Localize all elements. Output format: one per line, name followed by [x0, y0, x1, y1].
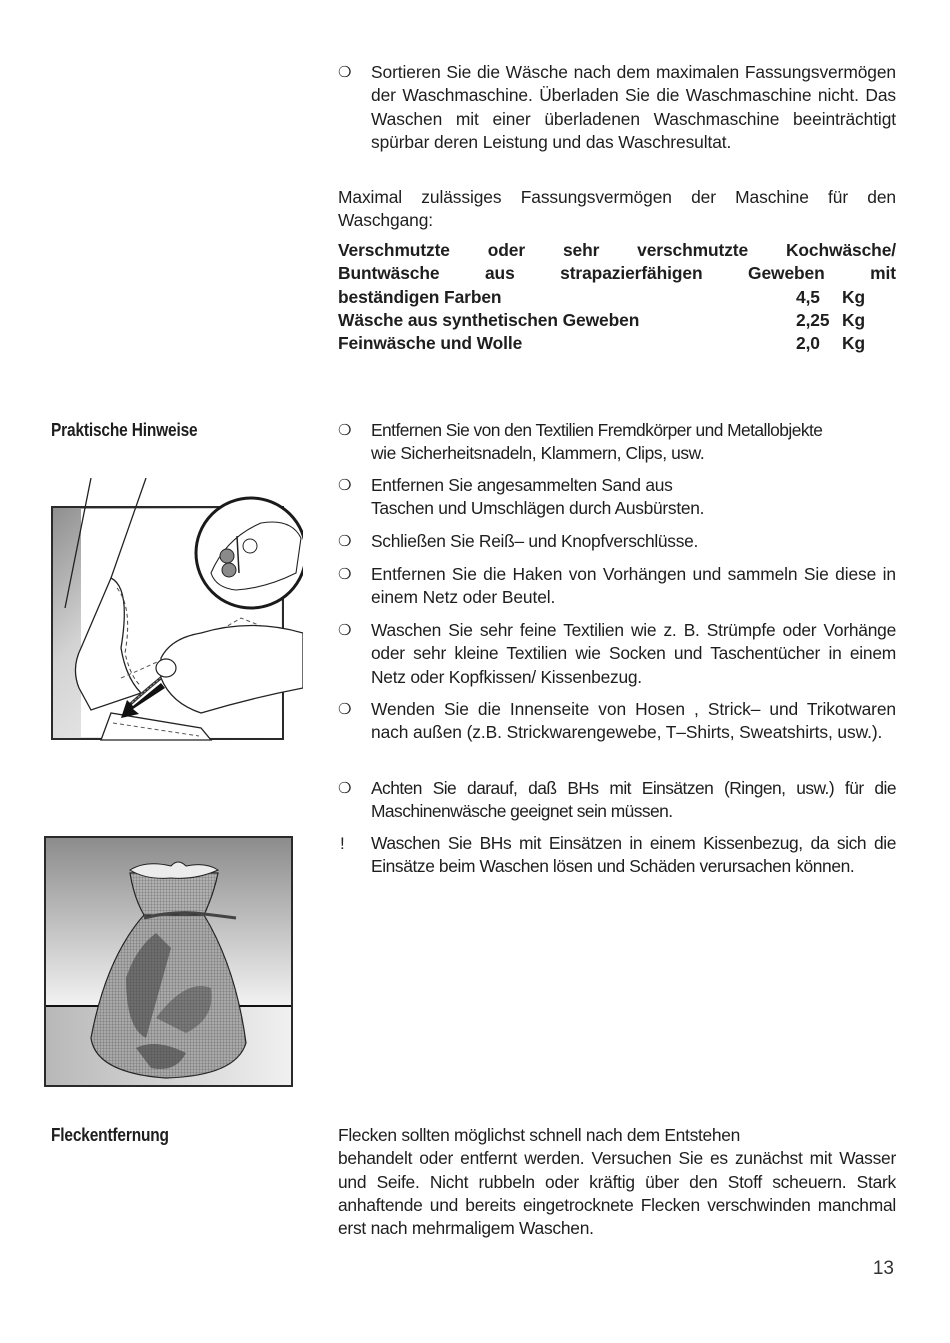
capacity-table: [338, 239, 896, 355]
tip-item-5: [338, 619, 896, 689]
capacity-label: Wäsche aus synthetischen Geweben: [338, 309, 640, 330]
word: mit: [870, 263, 896, 284]
section-heading-stain-removal: Fleckentfernung: [51, 1125, 169, 1145]
stain-text-body: behandelt oder entfernt werden. Versuchen Sie es zunächst mit Wasser und Seife. Nicht rubbeln oder kräftig über den Stoff scheuern. Stark anhaftende und bereits eingetrocknete Flecken verschwinden manchmal erst nach mehrmaligem Waschen.: [338, 1148, 896, 1239]
word: Buntwäsche: [338, 263, 440, 284]
capacity-unit: Kg: [842, 333, 865, 354]
word: aus: [484, 263, 515, 284]
stain-removal-paragraph: [338, 1124, 896, 1240]
capacity-value: 2,0: [796, 333, 820, 354]
warning-text: Waschen Sie BHs mit Einsätzen in einem Kissenbezug, da sich die Einsätze beim Waschen lösen und Schäden verursachen können.: [371, 833, 896, 877]
sort-bullet-item: [338, 61, 896, 154]
word: strapazierfähigen: [560, 263, 703, 284]
open-circle-bullet-icon: ❍: [338, 533, 352, 550]
tip-item-3: [338, 530, 896, 553]
laundry-net-bag-illustration: [44, 836, 293, 1087]
capacity-label: beständigen Farben: [338, 286, 502, 307]
stain-text-line: Flecken sollten möglichst schnell nach dem Entstehen: [338, 1125, 740, 1145]
tip-text: Achten Sie darauf, daß BHs mit Einsätzen (Ringen, usw.) für die Maschinenwäsche geeignet sein müssen.: [371, 778, 896, 822]
open-circle-bullet-icon: ❍: [338, 780, 352, 797]
open-circle-bullet-icon: ❍: [338, 64, 352, 81]
open-circle-bullet-icon: ❍: [338, 622, 352, 639]
exclamation-icon: !: [340, 834, 345, 853]
capacity-row-1-line-1: [338, 239, 896, 262]
tip-text: Waschen Sie sehr feine Textilien wie z. B. Strümpfe oder Vorhänge oder sehr kleine Textilien wie Socken und Taschentücher in einem Netz oder Kopfkissen/ Kissenbezug.: [371, 620, 896, 687]
tip-line: Taschen und Umschlägen durch Ausbürsten.: [371, 498, 705, 519]
net-bag-icon: [46, 838, 291, 1085]
capacity-row-1-line-2: [338, 262, 896, 285]
tip-item-4: [338, 563, 896, 610]
tip-line: Schließen Sie Reiß– und Knopfverschlüsse.: [371, 531, 698, 551]
tip-text: [371, 419, 896, 466]
capacity-value: 2,25: [796, 309, 830, 330]
open-circle-bullet-icon: ❍: [338, 701, 352, 718]
section-heading-practical-tips: Praktische Hinweise: [51, 420, 198, 440]
tip-item-2: [338, 474, 896, 521]
word: sehr: [562, 240, 600, 260]
word: Verschmutzte: [338, 240, 450, 260]
tip-text: Wenden Sie die Innenseite von Hosen , Strick– und Trikotwaren nach außen (z.B. Strickwarengewebe, T–Shirts, Sweatshirts, usw.).: [371, 699, 896, 743]
capacity-label: Feinwäsche und Wolle: [338, 333, 523, 354]
tip-line: Entfernen Sie angesammelten Sand aus: [371, 475, 673, 495]
capacity-row-3: [338, 332, 870, 355]
tip-warning: [338, 832, 896, 879]
word: Geweben: [748, 263, 825, 284]
tip-item-1: [338, 419, 896, 466]
tip-text: Entfernen Sie die Haken von Vorhängen und sammeln Sie diese in einem Netz oder Beutel.: [371, 564, 896, 608]
page-number: 13: [872, 1258, 894, 1279]
tip-text: [371, 474, 896, 521]
open-circle-bullet-icon: ❍: [338, 566, 352, 583]
capacity-unit: Kg: [842, 286, 865, 307]
tip-item-7: [338, 777, 896, 824]
capacity-row-1: [338, 286, 870, 309]
open-circle-bullet-icon: ❍: [338, 422, 352, 439]
zipper-and-pocket-illustration: [51, 478, 303, 742]
tip-line: wie Sicherheitsnadeln, Klammern, Clips, usw.: [371, 443, 705, 464]
capacity-unit: Kg: [842, 309, 865, 330]
word: oder: [487, 240, 526, 260]
zipper-illustration-icon: [51, 478, 303, 742]
sort-bullet-text: Sortieren Sie die Wäsche nach dem maximalen Fassungsvermögen der Waschmaschine. Überladen Sie die Waschmaschine nicht. Das Waschen mit einer überladenen Waschmaschine beeinträchtigt spürbar deren Leistung und das Waschresultat.: [371, 62, 896, 152]
tip-line: Entfernen Sie von den Textilien Fremdkörper und Metallobjekte: [371, 420, 823, 440]
word: verschmutzte: [637, 240, 749, 260]
tip-text: [371, 530, 896, 553]
open-circle-bullet-icon: ❍: [338, 477, 352, 494]
capacity-value: 4,5: [796, 286, 820, 307]
capacity-intro: Maximal zulässiges Fassungsvermögen der Maschine für den Waschgang:: [338, 187, 896, 231]
tip-item-6: [338, 698, 896, 745]
capacity-row-2: [338, 309, 870, 332]
word: Kochwäsche/: [785, 240, 896, 260]
